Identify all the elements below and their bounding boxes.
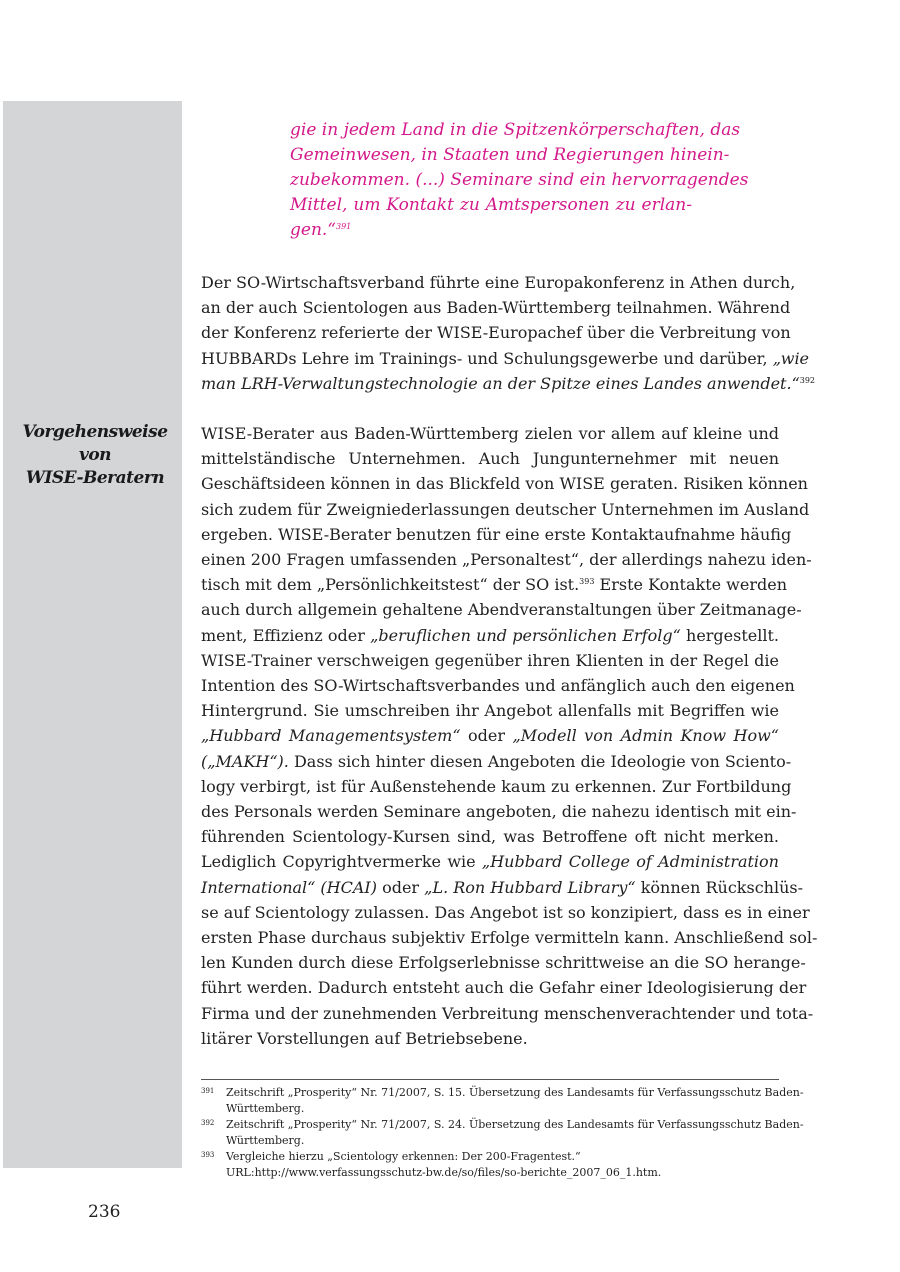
footnote-divider: [201, 1079, 779, 1080]
quote-line: Gemeinwesen, in Staaten und Regierungen hinein-: [290, 145, 730, 165]
text-segment: oder: [460, 726, 513, 746]
footnote-text: URL:http://www.verfassungsschutz-bw.de/so/files/so-berichte_2007_06_1.htm.: [226, 1166, 662, 1179]
text-line: sich zudem für Zweigniederlassungen deutscher Unternehmen im Ausland: [201, 499, 810, 519]
margin-heading-line: von: [78, 445, 112, 465]
margin-heading-line: Vorgehensweise: [22, 422, 168, 442]
text-line: auch durch allgemein gehaltene Abendveranstaltungen über Zeitmanage-: [201, 600, 802, 620]
text-segment: hergestellt.: [680, 625, 779, 645]
text-segment: Erste Kontakte werden: [594, 575, 787, 595]
text-segment: oder: [376, 877, 425, 897]
footnote-text: Zeitschrift „Prosperity“ Nr. 71/2007, S. 15. Übersetzung des Landesamts für Verfassungsschutz Baden-: [226, 1086, 804, 1099]
margin-heading-line: WISE-Beratern: [25, 468, 165, 488]
footnote-ref: 392: [799, 375, 816, 385]
italic-segment: „L. Ron Hubbard Library“: [424, 877, 636, 897]
italic-segment: („MAKH“).: [201, 751, 289, 771]
quote-line: zubekommen. (...) Seminare sind ein hervorragendes: [290, 170, 749, 190]
text-line: Der SO-Wirtschaftsverband führte eine Europakonferenz in Athen durch,: [201, 273, 796, 292]
italic-segment: „beruflichen und persönlichen Erfolg“: [370, 625, 681, 645]
text-line: [201, 623, 779, 648]
italic-segment: International“ (HCAI): [201, 877, 377, 897]
text-line: litärer Vorstellungen auf Betriebsebene.: [201, 1028, 528, 1048]
footnote-number: 391: [201, 1087, 215, 1095]
text-segment: HUBBARDs Lehre im Trainings- und Schulungsgewerbe und darüber,: [201, 348, 768, 368]
text-line: Firma und der zunehmenden Verbreitung menschenverachtender und tota-: [201, 1003, 814, 1023]
text-line: [201, 723, 779, 748]
text-line: se auf Scientology zulassen. Das Angebot ist so konzipiert, dass es in einer: [201, 902, 810, 922]
quote-line: gie in jedem Land in die Spitzenkörperschaften, das: [290, 120, 741, 140]
text-line: mittelständische Unternehmen. Auch Jungunternehmer mit neuen: [201, 449, 779, 469]
text-line: WISE-Berater aus Baden-Württemberg zielen vor allem auf kleine und: [201, 424, 779, 443]
footnote-number: 392: [201, 1119, 215, 1127]
block-quote: [290, 118, 749, 243]
italic-segment: „Modell von Admin Know How“: [512, 726, 779, 746]
text-line: des Personals werden Seminare angeboten, die nahezu identisch mit ein-: [201, 802, 797, 822]
text-line: [201, 749, 792, 774]
text-line: führt werden. Dadurch entsteht auch die Gefahr einer Ideologisierung der: [201, 978, 807, 998]
footnote: [201, 1149, 779, 1181]
text-segment: Dass sich hinter diesen Angeboten die Ideologie von Sciento-: [288, 751, 792, 771]
text-line: len Kunden durch diese Erfolgserlebnisse schrittweise an die SO herange-: [201, 953, 806, 973]
italic-segment: „Hubbard College of Administration: [481, 852, 779, 872]
text-segment: ment, Effizienz oder: [201, 625, 371, 645]
footnote-text: Württemberg.: [226, 1134, 305, 1147]
text-line: logy verbirgt, ist für Außenstehende kaum zu erkennen. Zur Fortbildung: [201, 776, 792, 796]
text-line: Intention des SO-Wirtschaftsverbandes und anfänglich auch den eigenen: [201, 676, 795, 696]
text-line: führenden Scientology-Kursen sind, was Betroffene oft nicht merken.: [201, 827, 779, 847]
text-line: an der auch Scientologen aus Baden-Württemberg teilnahmen. Während: [201, 298, 791, 318]
footnote-text: Zeitschrift „Prosperity“ Nr. 71/2007, S. 24. Übersetzung des Landesamts für Verfassungsschutz Baden-: [226, 1118, 804, 1131]
text-line: ergeben. WISE-Berater benutzen für eine erste Kontaktaufnahme häufig: [201, 524, 792, 544]
footnote-text: Württemberg.: [226, 1102, 305, 1115]
text-segment: können Rückschlüs-: [635, 877, 804, 897]
text-segment: Lediglich Copyrightvermerke wie: [201, 852, 482, 872]
sidebar-panel: [3, 101, 182, 1168]
footnote-ref: 393: [579, 577, 595, 587]
quote-line: Mittel, um Kontakt zu Amtspersonen zu erlan-: [290, 195, 692, 215]
footnote: [201, 1085, 804, 1117]
text-line: [201, 346, 810, 371]
page-number: 236: [88, 1202, 121, 1222]
italic-segment: man LRH-Verwaltungstechnologie an der Spitze eines Landes anwendet.“: [201, 373, 800, 393]
quote-line: [290, 218, 692, 243]
paragraph-conference: [201, 270, 816, 396]
text-line: [201, 849, 779, 874]
text-line: Hintergrund. Sie umschreiben ihr Angebot allenfalls mit Begriffen wie: [201, 701, 779, 721]
text-line: WISE-Trainer verschweigen gegenüber ihren Klienten in der Regel die: [201, 650, 779, 670]
footnotes: [201, 1085, 804, 1181]
text-line: [201, 875, 804, 900]
quote-text: gen.“: [290, 220, 336, 240]
text-line: [201, 572, 787, 597]
text-line: ersten Phase durchaus subjektiv Erfolge vermitteln kann. Anschließend sol-: [201, 928, 818, 948]
footnote-number: 393: [201, 1151, 215, 1159]
italic-segment: „wie: [772, 348, 810, 368]
footnote-text: Vergleiche hierzu „Scientology erkennen: Der 200-Fragentest.“: [226, 1150, 581, 1163]
text-line: der Konferenz referierte der WISE-Europachef über die Verbreitung von: [201, 323, 791, 343]
text-line: Geschäftsideen können in das Blickfeld von WISE geraten. Risiken können: [201, 474, 808, 494]
margin-heading: [12, 421, 178, 490]
text-line: einen 200 Fragen umfassenden „Personaltest“, der allerdings nahezu iden-: [201, 550, 812, 570]
text-line: [201, 371, 816, 396]
footnote: [201, 1117, 804, 1149]
paragraph-wise-advisors: [201, 421, 818, 1051]
footnote-ref: 391: [336, 222, 352, 231]
text-segment: tisch mit dem „Persönlichkeitstest“ der SO ist.: [201, 575, 580, 595]
italic-segment: „Hubbard Managementsystem“: [201, 726, 461, 746]
